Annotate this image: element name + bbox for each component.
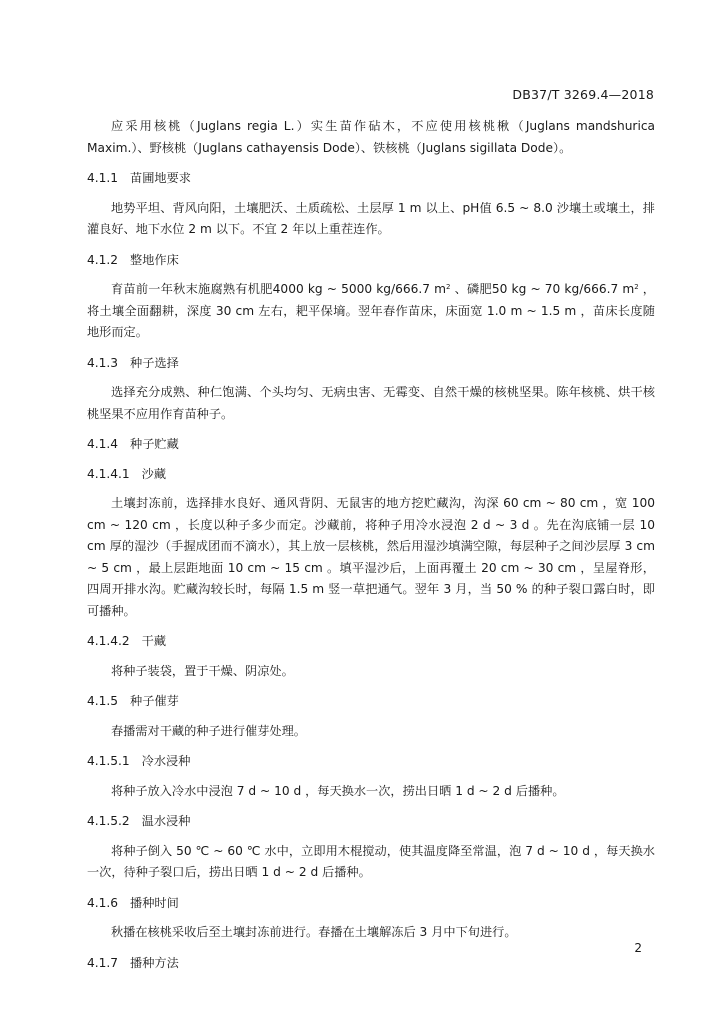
section-heading-4-1-1 (87, 168, 655, 190)
sowing-time-paragraph: 秋播在核桃采收后至土壤封冻前进行。春播在土壤解冻后 3 月中下旬进行。 (111, 925, 517, 939)
section-heading-4-1-5-2 (87, 811, 655, 833)
rootstock-paragraph: 应采用核桃（Juglans regia L.）实生苗作砧木，不应使用核桃楸（Juglans mandshurica Maxim.）、野核桃（Juglans cathayensis Dode）、铁核桃（Juglans sigillata Dode）。 (87, 119, 655, 155)
cold-water-soak-paragraph: 将种子放入冷水中浸泡 7 d ~ 10 d ，每天换水一次，捞出日晒 1 d ~ 2 d 后播种。 (111, 783, 565, 798)
text-run: 、磷肥50 kg ~ 70 kg/666.7 m (450, 282, 635, 296)
section-number: 4.1.6 (87, 895, 119, 910)
section-number: 4.1.7 (87, 955, 119, 970)
dry-storage-paragraph: 将种子装袋，置于干燥、阴凉处。 (111, 663, 294, 678)
germination-paragraph: 春播需对干藏的种子进行催芽处理。 (111, 723, 306, 738)
section-heading-4-1-5-1 (87, 751, 655, 773)
section-title: 种子选择 (130, 355, 179, 370)
section-number: 4.1.4 (87, 437, 119, 451)
section-title: 温水浸种 (141, 814, 191, 828)
section-title: 苗圃地要求 (130, 171, 191, 185)
section-heading-4-1-4 (87, 434, 655, 456)
section-title: 沙藏 (141, 466, 167, 481)
nursery-requirements-paragraph: 地势平坦、背风向阳，土壤肥沃、土质疏松、土层厚 1 m 以上、pH值 6.5 ~ 8.0 沙壤土或壤土，排灌良好、地下水位 2 m 以下。不宜 2 年以上重茬连作。 (87, 200, 655, 236)
section-title: 冷水浸种 (141, 754, 191, 768)
land-preparation-paragraph (87, 279, 655, 344)
section-title: 播种方法 (130, 955, 179, 970)
warm-water-soak-paragraph: 将种子倒入 50 ℃ ~ 60 ℃ 水中，立即用木棍搅动，使其温度降至常温，泡 7 d ~ 10 d ，每天换水一次，待种子裂口后，捞出日晒 1 d ~ 2 d 后播种。 (87, 843, 655, 879)
section-number: 4.1.1 (87, 171, 119, 185)
text-run: ，将土壤全面翻耕，深度 30 cm 左右，耙平保墒。翌年春作苗床，床面宽 1.0 m ~ 1.5 m ，苗床长度随地形而定。 (87, 282, 655, 339)
section-heading-4-1-4-1 (87, 464, 655, 486)
section-heading-4-1-6 (87, 893, 655, 915)
section-heading-4-1-7 (87, 953, 655, 975)
text-run: 育苗前一年秋末施腐熟有机肥4000 kg ~ 5000 kg/666.7 m (111, 282, 446, 296)
section-number: 4.1.5.2 (87, 814, 130, 828)
section-number: 4.1.3 (87, 355, 119, 370)
section-heading-4-1-5 (87, 691, 655, 713)
section-title: 种子催芽 (130, 694, 179, 708)
section-heading-4-1-3 (87, 353, 655, 375)
document-code: DB37/T 3269.4—2018 (512, 87, 654, 102)
section-number: 4.1.4.1 (87, 466, 130, 481)
page-number: 2 (634, 941, 642, 955)
section-number: 4.1.4.2 (87, 634, 130, 648)
section-number: 4.1.2 (87, 252, 119, 267)
section-title: 种子贮藏 (130, 437, 179, 451)
section-number: 4.1.5 (87, 694, 119, 708)
section-title: 整地作床 (130, 252, 179, 267)
section-title: 播种时间 (130, 895, 179, 910)
section-number: 4.1.5.1 (87, 754, 130, 768)
superscript: 2 (446, 283, 451, 291)
superscript: 2 (634, 283, 639, 291)
section-heading-4-1-2 (87, 250, 655, 272)
document-body (87, 116, 655, 982)
section-heading-4-1-4-2 (87, 631, 655, 653)
section-title: 干藏 (141, 634, 167, 648)
sand-storage-paragraph: 土壤封冻前，选择排水良好、通风背阴、无鼠害的地方挖贮藏沟，沟深 60 cm ~ 80 cm ，宽 100 cm ~ 120 cm ，长度以种子多少而定。沙藏前，将种子用冷水浸泡 2 d ~ 3 d 。先在沟底铺一层 10 cm 厚的湿沙（手握成团而不滴水），其上放一层核桃，然后用湿沙填满空隙，每层种子之间沙层厚 3 cm ~ 5 cm ，最上层距地面 10 cm ~ 15 cm 。填平湿沙后，上面再覆土 20 cm ~ 30 cm ，呈屋脊形，四周开排水沟。贮藏沟较长时，每隔 1.5 m 竖一草把通气。翌年 3 月，当 50 % 的种子裂口露白时，即可播种。 (87, 496, 655, 618)
seed-selection-paragraph: 选择充分成熟、种仁饱满、个头均匀、无病虫害、无霉变、自然干燥的核桃坚果。陈年核桃、烘干核桃坚果不应用作育苗种子。 (87, 385, 655, 421)
